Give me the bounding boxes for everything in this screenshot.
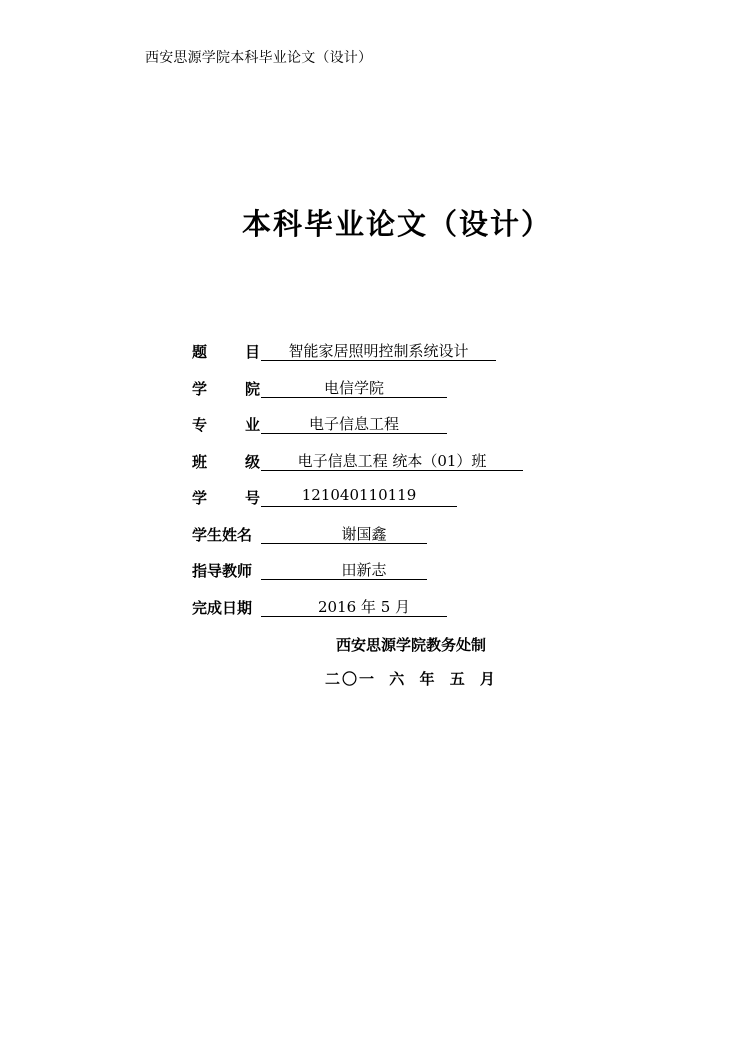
field-label-char: 题 — [192, 343, 208, 361]
field-label-char: 学 — [192, 489, 208, 507]
field-value-student-name: 谢国鑫 — [341, 524, 387, 543]
field-label-char: 级 — [244, 452, 260, 471]
field-label-char: 号 — [244, 489, 260, 507]
field-underline — [261, 558, 427, 580]
running-header: 西安思源学院本科毕业论文（设计） — [145, 50, 373, 66]
field-label-char: 学 — [192, 379, 208, 398]
field-label-char: 院 — [244, 379, 260, 398]
field-value-advisor: 田新志 — [341, 561, 387, 579]
field-label: 完成日期 — [192, 598, 253, 617]
field-underline — [261, 522, 427, 544]
field-row-student-name — [192, 522, 552, 559]
field-row-completion-date — [192, 595, 552, 632]
field-underline — [261, 339, 496, 361]
field-label — [192, 487, 260, 508]
field-row-class — [192, 449, 552, 486]
field-row-topic — [192, 339, 552, 376]
field-underline — [261, 485, 457, 507]
cover-title: 本科毕业论文（设计） — [241, 207, 552, 241]
field-label — [192, 451, 260, 472]
field-value-class: 电子信息工程 统本（01）班 — [297, 451, 487, 470]
field-value-college: 电信学院 — [323, 378, 384, 397]
field-label: 指导教师 — [192, 562, 253, 580]
field-underline — [261, 449, 523, 471]
field-value-major: 电子信息工程 — [308, 415, 399, 433]
field-label-char: 业 — [244, 416, 260, 434]
field-row-college — [192, 376, 552, 413]
field-label: 学生姓名 — [192, 525, 253, 544]
field-label-char: 专 — [192, 416, 208, 434]
field-underline — [261, 595, 447, 617]
field-row-major — [192, 412, 552, 449]
field-underline — [261, 412, 447, 434]
field-label — [192, 414, 260, 435]
field-value-topic: 智能家居照明控制系统设计 — [288, 342, 469, 360]
field-row-advisor — [192, 558, 552, 595]
field-value-completion-date: 2016 年 5 月 — [317, 597, 411, 616]
field-underline — [261, 376, 447, 398]
field-label — [192, 378, 260, 399]
field-row-student-id — [192, 485, 552, 522]
cover-info-form — [192, 339, 552, 631]
cover-date: 二〇一 六 年 五 月 — [325, 670, 497, 688]
field-label — [192, 341, 260, 362]
field-label-char: 目 — [244, 343, 260, 361]
issuer-text: 西安思源学院教务处制 — [335, 636, 486, 654]
field-value-student-id: 121040110119 — [301, 486, 417, 504]
field-label-char: 班 — [192, 452, 208, 471]
